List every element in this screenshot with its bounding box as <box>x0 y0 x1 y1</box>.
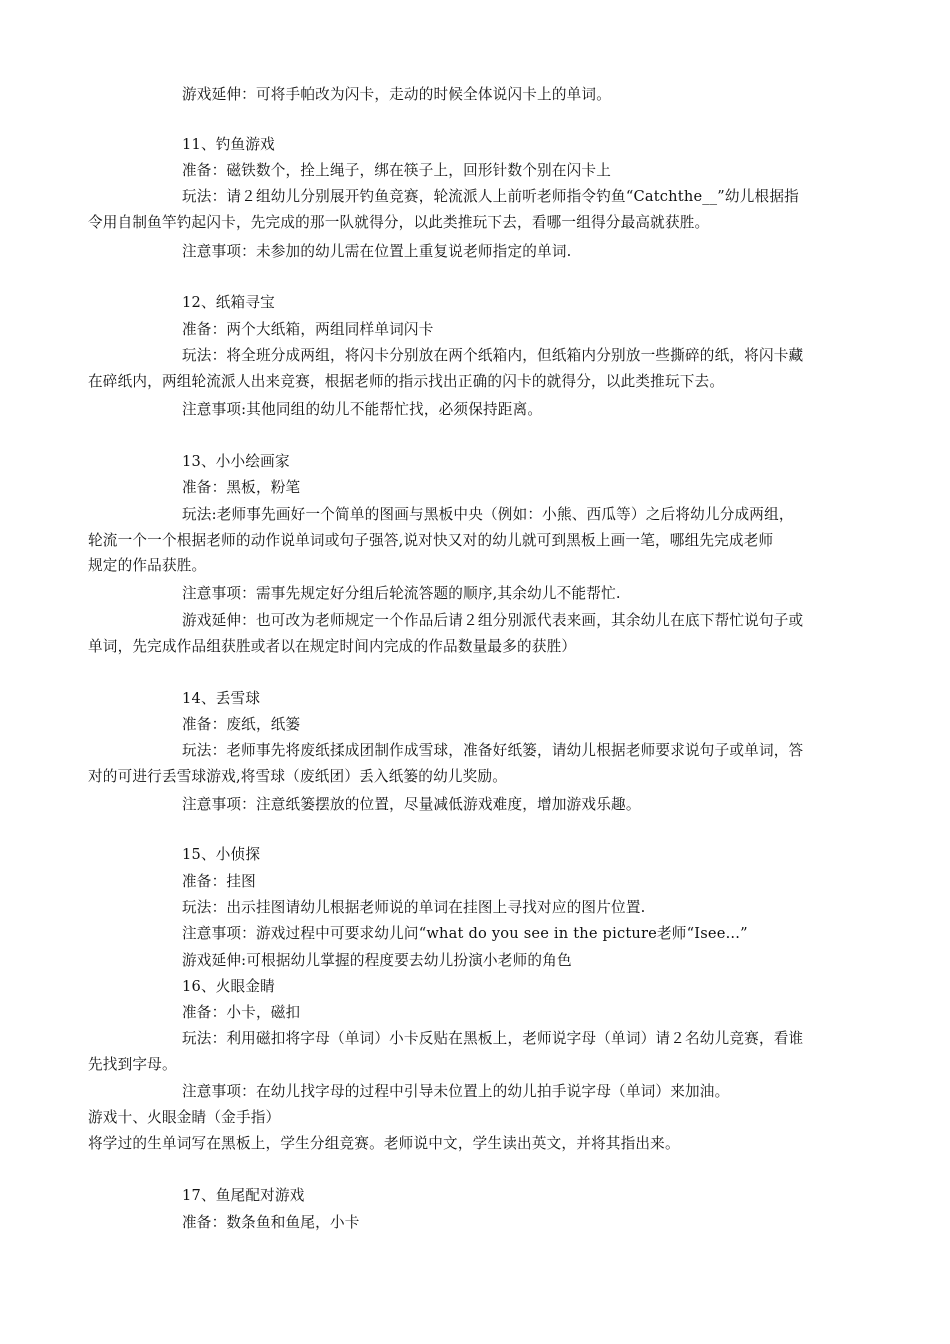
section-heading: 16、火眼金睛 <box>182 978 275 995</box>
text-line: 玩法：将全班分成两组，将闪卡分别放在两个纸箱内，但纸箱内分别放一些撕碎的纸，将闪卡藏 <box>182 347 804 364</box>
text-line: 注意事项：需事先规定好分组后轮流答题的顺序,其余幼儿不能帮忙. <box>182 585 621 602</box>
text-line: 准备：数条鱼和鱼尾，小卡 <box>182 1214 360 1231</box>
text-line: 游戏延伸：也可改为老师规定一个作品后请２组分别派代表来画，其余幼儿在底下帮忙说句子或 <box>182 612 804 629</box>
text-line: 对的可进行丢雪球游戏,将雪球（废纸团）丢入纸篓的幼儿奖励。 <box>88 768 508 785</box>
text-line: 准备：挂图 <box>182 873 256 890</box>
text-line: 注意事项:其他同组的幼儿不能帮忙找，必须保持距离。 <box>182 401 543 418</box>
section-heading: 15、小侦探 <box>182 846 261 863</box>
text-line: 玩法:老师事先画好一个简单的图画与黑板中央（例如：小熊、西瓜等）之后将幼儿分成两组， <box>182 506 794 523</box>
text-line: 准备：小卡，磁扣 <box>182 1004 301 1021</box>
text-line: 玩法：请２组幼儿分别展开钓鱼竞赛，轮流派人上前听老师指令钓鱼“Catchthe__”幼儿根据指 <box>182 188 799 205</box>
text-line: 注意事项：注意纸篓摆放的位置，尽量减低游戏难度，增加游戏乐趣。 <box>182 796 641 813</box>
text-line: 准备：两个大纸箱，两组同样单词闪卡 <box>182 321 434 338</box>
text-line: 在碎纸内，两组轮流派人出来竞赛，根据老师的指示找出正确的闪卡的就得分，以此类推玩下去。 <box>88 373 725 390</box>
text-line: 玩法：利用磁扣将字母（单词）小卡反贴在黑板上，老师说字母（单词）请２名幼儿竞赛，看谁 <box>182 1030 804 1047</box>
text-line: 单词，先完成作品组获胜或者以在规定时间内完成的作品数量最多的获胜） <box>88 638 577 655</box>
text-line: 游戏延伸:可根据幼儿掌握的程度要去幼儿扮演小老师的角色 <box>182 952 572 969</box>
text-line: 游戏延伸：可将手帕改为闪卡，走动的时候全体说闪卡上的单词。 <box>182 86 612 103</box>
text-line: 令用自制鱼竿钓起闪卡，先完成的那一队就得分，以此类推玩下去，看哪一组得分最高就获胜。 <box>88 214 710 231</box>
section-heading: 17、鱼尾配对游戏 <box>182 1187 305 1204</box>
text-line: 玩法：老师事先将废纸揉成团制作成雪球，准备好纸篓，请幼儿根据老师要求说句子或单词，答 <box>182 742 804 759</box>
text-line: 准备：废纸，纸篓 <box>182 716 301 733</box>
text-line: 规定的作品获胜。 <box>88 557 207 574</box>
text-line: 注意事项：游戏过程中可要求幼儿问“what do you see in the picture老师“Isee...” <box>182 925 748 942</box>
text-line: 将学过的生单词写在黑板上，学生分组竞赛。老师说中文，学生读出英文，并将其指出来。 <box>88 1135 680 1152</box>
section-heading: 12、纸箱寻宝 <box>182 294 275 311</box>
text-line: 注意事项：在幼儿找字母的过程中引导未位置上的幼儿拍手说字母（单词）来加油。 <box>182 1083 730 1100</box>
text-line: 先找到字母。 <box>88 1056 177 1073</box>
section-heading: 游戏十、火眼金睛（金手指） <box>88 1109 281 1126</box>
section-heading: 14、丢雪球 <box>182 690 261 707</box>
section-heading: 13、小小绘画家 <box>182 453 290 470</box>
text-line: 注意事项：未参加的幼儿需在位置上重复说老师指定的单词. <box>182 243 572 260</box>
text-line: 准备：黑板，粉笔 <box>182 479 301 496</box>
text-line: 准备：磁铁数个，拴上绳子，绑在筷子上，回形针数个别在闪卡上 <box>182 162 612 179</box>
section-heading: 11、钓鱼游戏 <box>182 136 275 153</box>
text-line: 轮流一个一个根据老师的动作说单词或句子强答,说对快又对的幼儿就可到黑板上画一笔，哪组先完成老师 <box>88 532 774 549</box>
text-line: 玩法：出示挂图请幼儿根据老师说的单词在挂图上寻找对应的图片位置. <box>182 899 646 916</box>
